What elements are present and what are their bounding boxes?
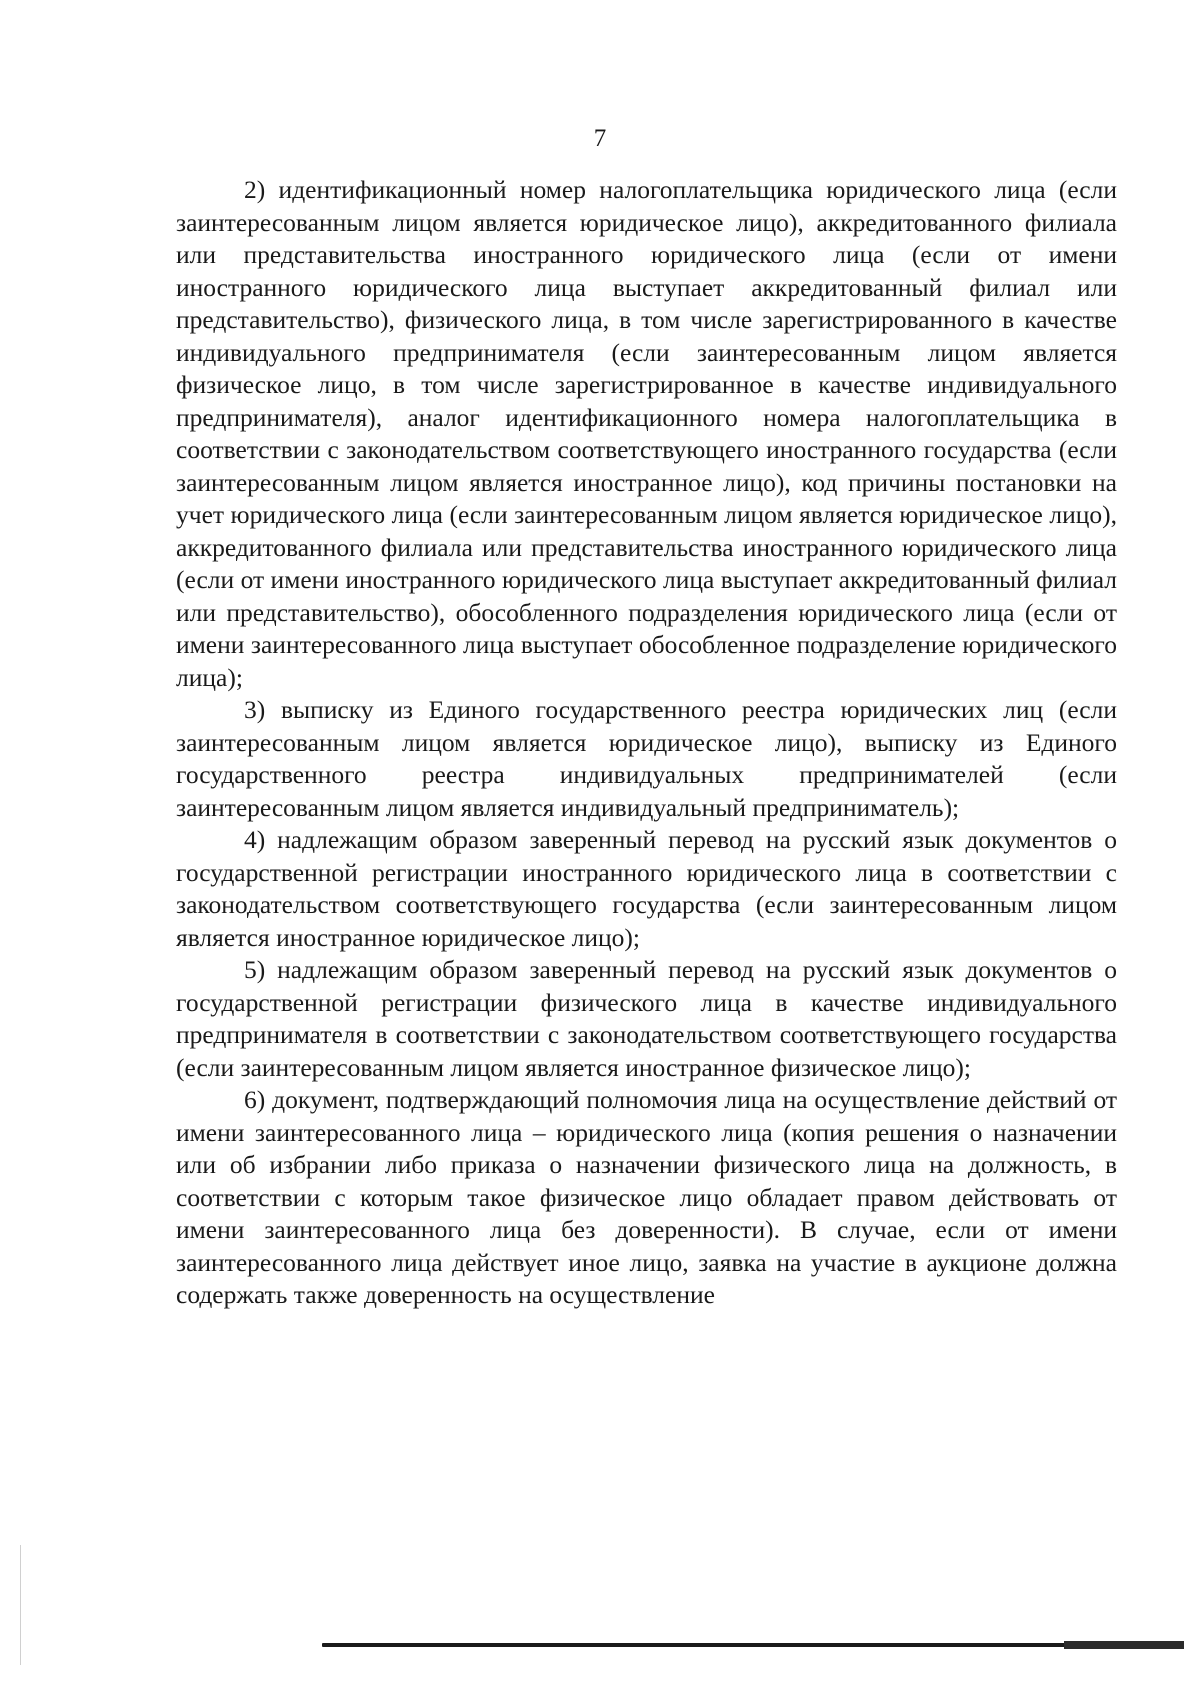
scan-margin-mark [20,1545,21,1665]
page-number: 7 [593,125,607,152]
paragraph-item-6: 6) документ, подтверждающий полномочия лица на осуществление действий от имени заинтересованного лица – юридического лица (копия решения о назначении или об избрании либо приказа о назначении физического лица на должность, в соответствии с которым такое физическое лицо обладает правом действовать от имени заинтересованного лица без доверенности). В случае, если от имени заинтересованного лица действует иное лицо, заявка на участие в аукционе должна содержать также доверенность на осуществление [176,1085,1117,1309]
paragraph-item-4: 4) надлежащим образом заверенный перевод на русский язык документов о государственной регистрации иностранного юридического лица в соответствии с законодательством соответствующего государства (если заинтересованным лицом является иностранное юридическое лицо); [176,825,1117,952]
document-body [176,174,1117,1312]
paragraph-item-5: 5) надлежащим образом заверенный перевод на русский язык документов о государственной регистрации физического лица в качестве индивидуального предпринимателя в соответствии с законодательством соответствующего государства (если заинтересованным лицом является иностранное физическое лицо); [176,955,1117,1082]
paragraph-item-2: 2) идентификационный номер налогоплательщика юридического лица (если заинтересованным лицом является юридическое лицо), аккредитованного филиала или представительства иностранного юридического лица (если от имени иностранного юридического лица выступает аккредитованный филиал или представительство), физического лица, в том числе зарегистрированного в качестве индивидуального предпринимателя (если заинтересованным лицом является физическое лицо, в том числе зарегистрированное в качестве индивидуального предпринимателя), аналог идентификационного номера налогоплательщика в соответствии с законодательством соответствующего иностранного государства (если заинтересованным лицом является иностранное лицо), код причины постановки на учет юридического лица (если заинтересованным лицом является юридическое лицо), аккредитованного филиала или представительства иностранного юридического лица (если от имени иностранного юридического лица выступает аккредитованный филиал или представительство), обособленного подразделения юридического лица (если от имени заинтересованного лица выступает обособленное подразделение юридического лица); [176,175,1117,692]
paragraph-item-3: 3) выписку из Единого государственного реестра юридических лиц (если заинтересованным лицом является юридическое лицо), выписку из Единого государственного реестра индивидуальных предпринимателей (если заинтересованным лицом является индивидуальный предприниматель); [176,695,1117,822]
scan-bottom-rule [322,1643,1184,1647]
